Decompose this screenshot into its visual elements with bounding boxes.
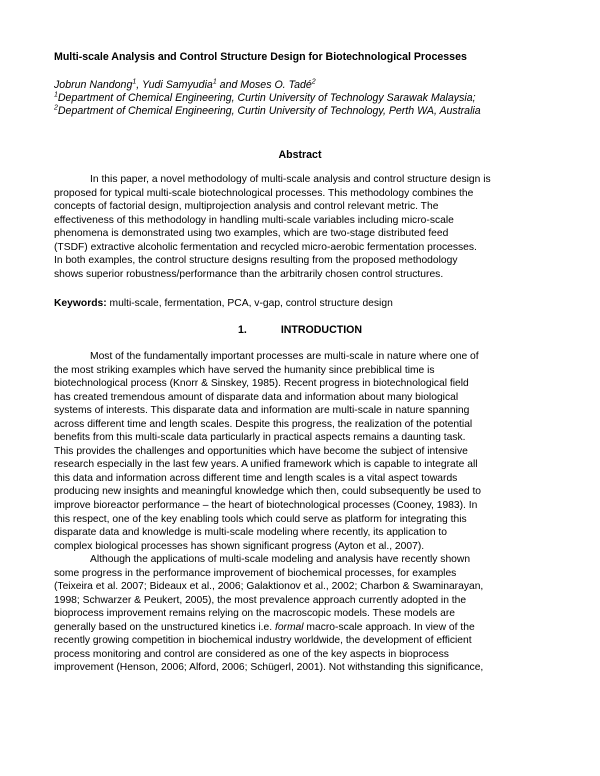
abstract-heading: Abstract [278,149,322,161]
affiliation-marker: 1 [132,78,137,86]
paper-title: Multi-scale Analysis and Control Structure Design for Biotechnological Processes [54,51,467,63]
text-line: Most of the fundamentally important processes are multi-scale in nature where one of [90,351,479,362]
author-name: Jobrun Nandong [54,79,133,91]
text-line: biotechnological process (Knorr & Sinskey, 1985). Recent progress in biotechnological field [54,378,469,390]
text-line: shows superior robustness/performance than the arbitrarily chosen control structures. [54,268,444,280]
text-line: bioprocess improvement remains relying on the macroscopic models. These models are [54,608,455,620]
text-line: some progress in the performance improvement of biochemical processes, for examples [54,567,457,579]
author-name: Moses O. Tadé [240,79,312,91]
text-line: this data and information across different time and length scales is a vital aspect towards [54,472,458,484]
section-title: INTRODUCTION [280,324,363,336]
author-separator: and [216,79,241,91]
author-line [54,79,574,92]
text-line: effectiveness of this methodology in handling multi-scale variables including micro-scale [54,214,454,226]
text-line: recently growing competition in biochemical industry worldwide, the development of efficient [54,635,472,647]
text-line: proposed for typical multi-scale biotechnological processes. This methodology combines the [54,187,474,199]
text-line: phenomena is demonstrated using two examples, which are two-stage distributed feed [54,228,449,240]
affiliation-line [54,105,574,118]
text-line: benefits from this multi-scale data particularly in practical aspects remains a daunting task. [54,432,466,444]
author-separator: , [136,79,142,91]
text-run: macro-scale approach. In view of the [303,621,475,633]
author-block [54,79,574,118]
affiliation-marker: 2 [311,78,316,86]
affiliation-line [54,92,574,105]
text-line: 1998; Schwarzer & Peukert, 2005), the most prevalence approach currently adopted in the [54,594,467,606]
abstract-body [54,173,548,281]
text-line: complex biological processes has shown significant progress (Ayton et al., 2007). [54,540,425,552]
affiliation-text: Department of Chemical Engineering, Curtin University of Technology Sarawak Malaysia; [57,92,476,104]
text-line: (TSDF) extractive alcoholic fermentation and recycled micro-aerobic fermentation processes. [54,241,477,253]
text-line: disparate data and knowledge is multi-scale modeling where recently, its application to [54,527,448,539]
text-line: concepts of factorial design, multiprojection analysis and control relevant metric. The [54,201,439,213]
keywords-label: Keywords: [54,298,107,309]
text-line: has created tremendous amount of disparate data and information about many biological [54,391,459,403]
text-line: improve bioreactor performance – the heart of biotechnological processes (Cooney, 1983). In [54,500,478,512]
text-line: In both examples, the control structure designs resulting from the proposed methodology [54,255,458,267]
text-line: across different time and length scales. Despite this progress, the realization of the potential [54,418,473,430]
text-line [54,621,548,635]
text-line: Although the applications of multi-scale modeling and analysis have recently shown [90,554,471,565]
text-line: (Teixeira et al. 2007; Bideaux et al., 2006; Galaktionov et al., 2002; Charbon & Swaminarayan, [54,581,484,593]
affiliation-marker: 2 [54,104,58,112]
section-number: 1. [237,324,247,336]
author-name: Yudi Samyudia [141,79,213,91]
text-line: this respect, one of the key enabling tools which could serve as platform for integrating this [54,513,467,525]
intro-paragraph-1 [54,350,548,553]
affiliation-marker: 1 [212,78,217,86]
text-line: research especially in the last few years. A unified framework which is capable to integrate all [54,459,478,471]
text-run: generally based on the unstructured kinetics i.e. [54,621,275,633]
keywords-line [54,298,548,309]
section-heading [0,324,600,336]
intro-paragraph-2 [54,553,548,675]
text-line: In this paper, a novel methodology of multi-scale analysis and control structure design is [90,174,491,185]
text-line: This provides the challenges and opportunities which have become the subject of intensive [54,445,468,457]
text-line: systems of interests. This disparate data and information are multi-scale in nature spanning [54,405,470,417]
text-line: improvement (Henson, 2006; Alford, 2006; Schügerl, 2001). Not withstanding this significance, [54,662,484,674]
text-line: producing new insights and meaningful knowledge which then, could subsequently be used to [54,486,482,498]
affiliation-text: Department of Chemical Engineering, Curtin University of Technology, Perth WA, Australia [57,105,481,117]
text-line: the most striking examples which have served the humanity since prebiblical time is [54,364,435,376]
text-line: process monitoring and control are considered as one of the key aspects in bioprocess [54,648,449,660]
affiliation-marker: 1 [54,91,58,99]
keywords-text: multi-scale, fermentation, PCA, v-gap, control structure design [106,298,393,309]
emphasis-text: formal [274,621,304,633]
